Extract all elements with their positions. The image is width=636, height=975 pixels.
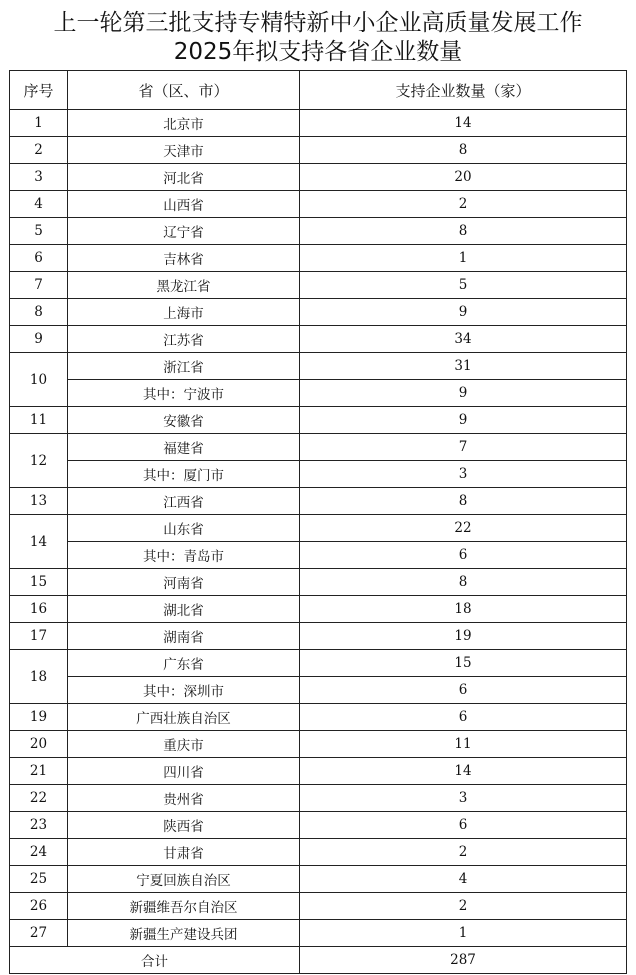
row-region: 湖北省 (68, 596, 300, 623)
row-count: 20 (300, 164, 627, 191)
row-count: 8 (300, 488, 627, 515)
row-count: 8 (300, 218, 627, 245)
total-count: 287 (300, 947, 627, 974)
row-index: 23 (10, 812, 68, 839)
row-region: 安徽省 (68, 407, 300, 434)
row-index: 27 (10, 920, 68, 947)
row-region: 新疆维吾尔自治区 (68, 893, 300, 920)
header-row (10, 71, 627, 110)
table-row (10, 461, 627, 488)
table-row (10, 380, 627, 407)
row-count: 14 (300, 110, 627, 137)
row-index: 24 (10, 839, 68, 866)
row-region: 其中：厦门市 (68, 461, 300, 488)
row-region: 上海市 (68, 299, 300, 326)
row-index: 10 (10, 353, 68, 407)
row-index: 26 (10, 893, 68, 920)
row-region: 新疆生产建设兵团 (68, 920, 300, 947)
header-count: 支持企业数量（家） (300, 71, 627, 110)
table-row (10, 326, 627, 353)
table-row (10, 164, 627, 191)
table-row (10, 677, 627, 704)
table-row (10, 137, 627, 164)
table-row (10, 812, 627, 839)
table-row (10, 758, 627, 785)
row-count: 9 (300, 380, 627, 407)
document-subtitle: 2025年拟支持各省企业数量 (173, 39, 463, 65)
document-title: 上一轮第三批支持专精特新中小企业高质量发展工作 (53, 10, 583, 36)
row-count: 5 (300, 272, 627, 299)
header-region: 省（区、市） (68, 71, 300, 110)
row-index: 12 (10, 434, 68, 488)
row-index: 25 (10, 866, 68, 893)
row-index: 8 (10, 299, 68, 326)
table-row (10, 245, 627, 272)
row-region: 其中：青岛市 (68, 542, 300, 569)
table-row (10, 731, 627, 758)
row-count: 1 (300, 245, 627, 272)
row-index: 7 (10, 272, 68, 299)
table-row (10, 542, 627, 569)
row-count: 4 (300, 866, 627, 893)
row-region: 甘肃省 (68, 839, 300, 866)
table-row (10, 353, 627, 380)
row-count: 9 (300, 299, 627, 326)
header-index: 序号 (10, 71, 68, 110)
row-index: 19 (10, 704, 68, 731)
row-region: 黑龙江省 (68, 272, 300, 299)
row-index: 14 (10, 515, 68, 569)
table-row (10, 596, 627, 623)
row-count: 6 (300, 542, 627, 569)
table-row (10, 488, 627, 515)
row-index: 17 (10, 623, 68, 650)
row-region: 吉林省 (68, 245, 300, 272)
row-index: 2 (10, 137, 68, 164)
row-count: 2 (300, 191, 627, 218)
row-index: 4 (10, 191, 68, 218)
row-count: 2 (300, 839, 627, 866)
table-row (10, 839, 627, 866)
row-count: 18 (300, 596, 627, 623)
row-count: 6 (300, 677, 627, 704)
row-region: 北京市 (68, 110, 300, 137)
row-region: 天津市 (68, 137, 300, 164)
table-row (10, 569, 627, 596)
row-region: 江西省 (68, 488, 300, 515)
row-index: 13 (10, 488, 68, 515)
row-index: 15 (10, 569, 68, 596)
row-index: 3 (10, 164, 68, 191)
table-row (10, 110, 627, 137)
row-region: 湖南省 (68, 623, 300, 650)
row-region: 重庆市 (68, 731, 300, 758)
table-row (10, 299, 627, 326)
row-count: 6 (300, 812, 627, 839)
row-index: 21 (10, 758, 68, 785)
table-row (10, 704, 627, 731)
table-row (10, 272, 627, 299)
row-region: 广东省 (68, 650, 300, 677)
row-count: 19 (300, 623, 627, 650)
row-region: 四川省 (68, 758, 300, 785)
row-count: 2 (300, 893, 627, 920)
row-count: 7 (300, 434, 627, 461)
row-count: 14 (300, 758, 627, 785)
row-index: 9 (10, 326, 68, 353)
total-label: 合计 (10, 947, 300, 974)
row-region: 浙江省 (68, 353, 300, 380)
row-index: 11 (10, 407, 68, 434)
row-index: 16 (10, 596, 68, 623)
row-count: 6 (300, 704, 627, 731)
row-region: 山东省 (68, 515, 300, 542)
row-index: 6 (10, 245, 68, 272)
row-count: 3 (300, 461, 627, 488)
table-row (10, 623, 627, 650)
row-index: 20 (10, 731, 68, 758)
row-count: 22 (300, 515, 627, 542)
table-row (10, 434, 627, 461)
table-row (10, 893, 627, 920)
row-count: 8 (300, 569, 627, 596)
row-region: 其中：宁波市 (68, 380, 300, 407)
row-region: 广西壮族自治区 (68, 704, 300, 731)
row-region: 山西省 (68, 191, 300, 218)
row-index: 1 (10, 110, 68, 137)
row-region: 其中：深圳市 (68, 677, 300, 704)
row-count: 8 (300, 137, 627, 164)
row-count: 11 (300, 731, 627, 758)
row-count: 15 (300, 650, 627, 677)
row-region: 江苏省 (68, 326, 300, 353)
table-row (10, 218, 627, 245)
row-count: 31 (300, 353, 627, 380)
row-region: 宁夏回族自治区 (68, 866, 300, 893)
table-row (10, 515, 627, 542)
table-row (10, 920, 627, 947)
table-row (10, 866, 627, 893)
row-region: 河北省 (68, 164, 300, 191)
row-count: 9 (300, 407, 627, 434)
support-count-table (9, 70, 627, 974)
row-index: 18 (10, 650, 68, 704)
row-region: 辽宁省 (68, 218, 300, 245)
row-count: 1 (300, 920, 627, 947)
row-region: 贵州省 (68, 785, 300, 812)
row-index: 5 (10, 218, 68, 245)
row-count: 3 (300, 785, 627, 812)
row-count: 34 (300, 326, 627, 353)
table-body (10, 110, 627, 947)
table-row (10, 785, 627, 812)
table-row (10, 407, 627, 434)
total-row (10, 947, 627, 974)
row-region: 陕西省 (68, 812, 300, 839)
row-region: 河南省 (68, 569, 300, 596)
row-region: 福建省 (68, 434, 300, 461)
row-index: 22 (10, 785, 68, 812)
table-row (10, 191, 627, 218)
table-row (10, 650, 627, 677)
